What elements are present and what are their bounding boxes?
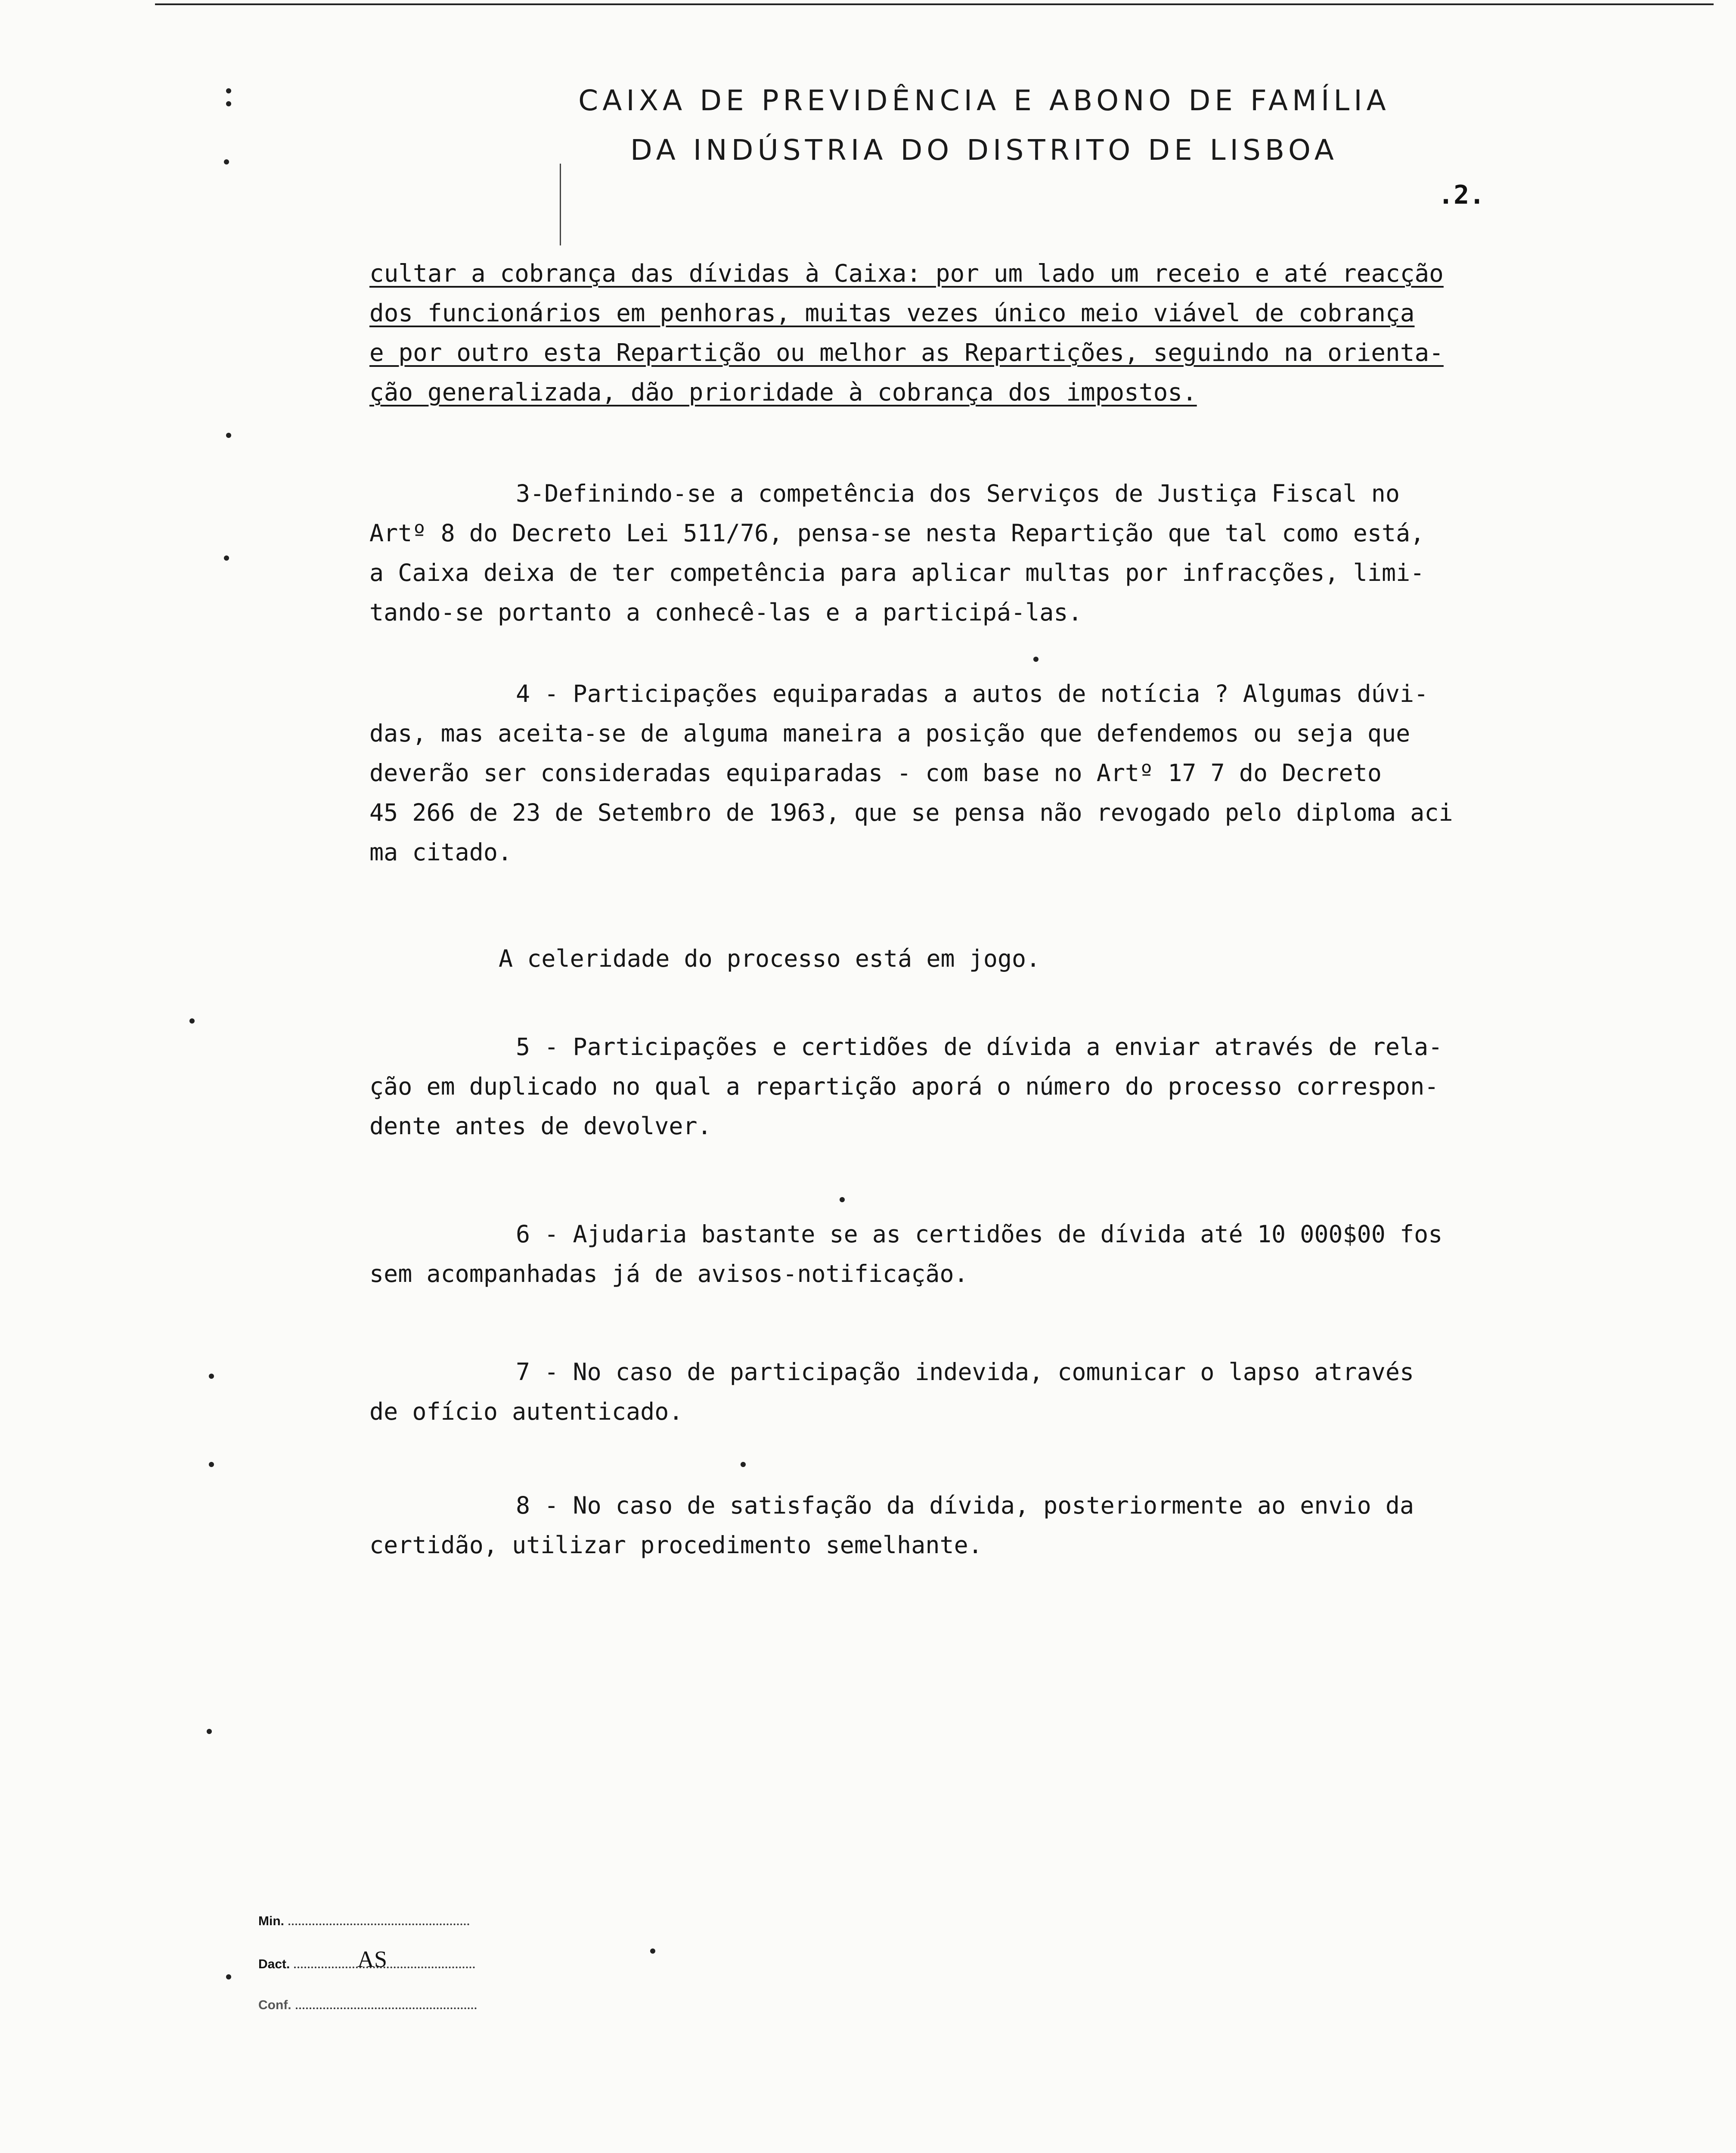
dotted-line	[296, 2007, 477, 2009]
footer-dact-line	[258, 1946, 475, 1972]
scan-speck	[189, 1018, 195, 1024]
scan-speck	[226, 88, 231, 93]
scan-speck	[1033, 657, 1038, 662]
item-line: tando-se portanto a conhecê-las e a participá-las.	[369, 599, 1082, 626]
scan-speck	[209, 1374, 214, 1379]
paragraph-item-6	[369, 1214, 1477, 1294]
intro-line: e por outro esta Repartição ou melhor as Repartições, seguindo na orienta-	[369, 339, 1444, 367]
scan-speck	[226, 1974, 231, 1979]
item-line: 3-Definindo-se a competência dos Serviços de Justiça Fiscal no	[516, 480, 1400, 507]
min-label: Min.	[258, 1914, 284, 1928]
letterhead-line-2: DA INDÚSTRIA DO DISTRITO DE LISBOA	[630, 133, 1338, 167]
item-line: 7 - No caso de participação indevida, comunicar o lapso através	[516, 1358, 1414, 1386]
dotted-line	[288, 1923, 469, 1925]
paragraph-celeridade	[369, 939, 1477, 978]
item-line: sem acompanhadas já de avisos-notificação.	[369, 1260, 968, 1287]
item-line: dente antes de devolver.	[369, 1112, 712, 1140]
scan-speck	[224, 555, 229, 561]
paragraph-item-3	[369, 474, 1477, 632]
item-line: das, mas aceita-se de alguma maneira a posição que defendemos ou seja que	[369, 720, 1410, 747]
item-line: ção em duplicado no qual a repartição aporá o número do processo correspon-	[369, 1073, 1439, 1100]
footer-min-line	[258, 1914, 469, 1929]
item-line: certidão, utilizar procedimento semelhante.	[369, 1531, 983, 1559]
item-line: 45 266 de 23 de Setembro de 1963, que se pensa não revogado pelo diploma aci	[369, 799, 1453, 826]
page-number: .2.	[1438, 180, 1485, 210]
scan-speck	[207, 1729, 212, 1734]
intro-line: cultar a cobrança das dívidas à Caixa: por um lado um receio e até reacção	[369, 260, 1444, 288]
scan-speck	[226, 433, 231, 438]
scan-speck	[226, 101, 231, 106]
dact-label: Dact.	[258, 1957, 290, 1971]
item-line: ma citado.	[369, 838, 512, 866]
item-line: deverão ser consideradas equiparadas - com base no Artº 17 7 do Decreto	[369, 759, 1382, 787]
item-line: 6 - Ajudaria bastante se as certidões de dívida até 10 000$00 fos	[516, 1220, 1443, 1248]
scan-speck	[840, 1197, 845, 1202]
scan-speck	[224, 159, 229, 164]
paragraph-item-7	[369, 1352, 1477, 1431]
scan-speck	[650, 1948, 655, 1954]
item-line: 4 - Participações equiparadas a autos de notícia ? Algumas dúvi-	[516, 680, 1429, 707]
top-border-line	[155, 3, 1714, 5]
typist-initials: AS	[357, 1946, 388, 1972]
margin-mark	[560, 164, 561, 245]
conf-label: Conf.	[258, 1998, 291, 2012]
item-line: de ofício autenticado.	[369, 1398, 683, 1425]
intro-line: ção generalizada, dão prioridade à cobrança dos impostos.	[369, 378, 1197, 406]
intro-line: dos funcionários em penhoras, muitas vezes único meio viável de cobrança	[369, 299, 1415, 327]
item-line: 8 - No caso de satisfação da dívida, posteriormente ao envio da	[516, 1492, 1414, 1519]
letterhead-line-1: CAIXA DE PREVIDÊNCIA E ABONO DE FAMÍLIA	[578, 84, 1390, 117]
item-line: 5 - Participações e certidões de dívida a enviar através de rela-	[516, 1033, 1443, 1061]
footer-conf-line	[258, 1998, 477, 2013]
item-line: Artº 8 do Decreto Lei 511/76, pensa-se nesta Repartição que tal como está,	[369, 519, 1425, 547]
intro-paragraph	[369, 254, 1477, 413]
paragraph-item-5	[369, 1027, 1477, 1146]
item-line: a Caixa deixa de ter competência para aplicar multas por infracções, limi-	[369, 559, 1425, 586]
item-line: A celeridade do processo está em jogo.	[499, 945, 1041, 972]
scan-speck	[741, 1462, 746, 1467]
scan-speck	[209, 1462, 214, 1467]
paragraph-item-8	[369, 1486, 1477, 1565]
paragraph-item-4	[369, 674, 1477, 872]
